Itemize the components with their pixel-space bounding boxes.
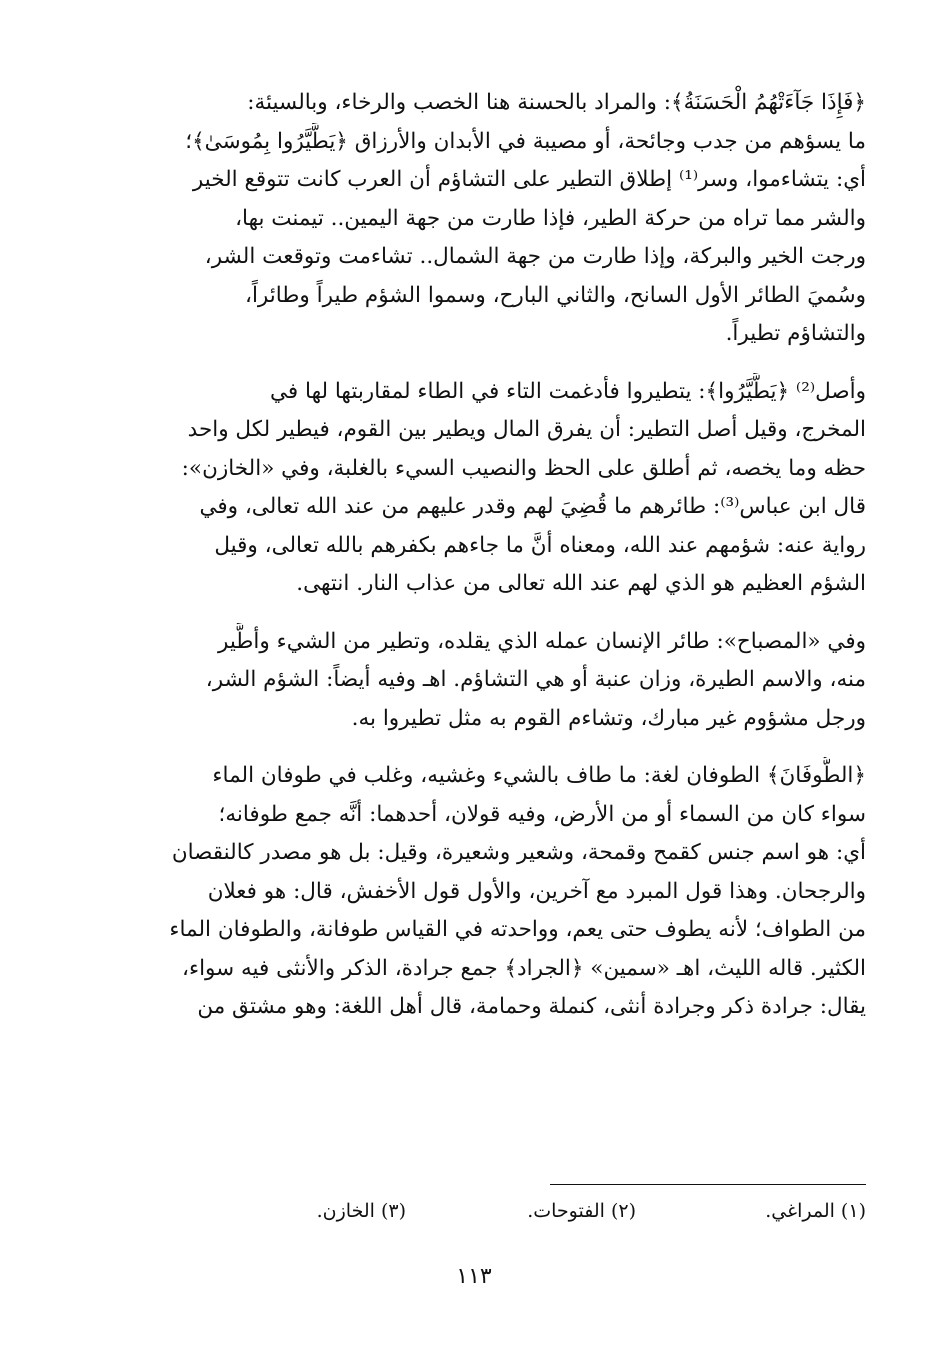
footnote-divider — [550, 1184, 866, 1185]
footnote-2: (٢) الفتوحات. — [527, 1200, 636, 1222]
footnotes — [92, 1196, 866, 1226]
text-line: والتشاؤم تطيراً. — [725, 321, 866, 346]
text-line: والرجحان. وهذا قول المبرد مع آخرين، والأول قول الأخفش، قال: هو فعلان — [207, 878, 866, 904]
text-line: حظه وما يخصه، ثم أطلق على الحظ والنصيب السيء بالغلبة، وفي «الخازن»: — [181, 455, 866, 481]
text-line: من الطواف؛ لأنه يطوف حتى يعم، وواحدته في القياس طوفانة، والطوفان الماء — [169, 917, 866, 942]
text-line: رواية عنه: شؤمهم عند الله، ومعناه أنَّ ما جاءهم بكفرهم بالله تعالى، وقيل — [214, 532, 866, 558]
text-line: سواء كان من السماء أو من الأرض، وفيه قولان، أحدهما: أنَّه جمع طوفانه؛ — [218, 801, 866, 827]
text-line: قال ابن عباس⁽³⁾: طائرهم ما قُضِيَ لهم وقدر عليهم من عند الله تعالى، وفي — [199, 494, 866, 519]
text-line: الشؤم العظيم هو الذي لهم عند الله تعالى من عذاب النار. انتهى. — [296, 571, 866, 596]
page-number: ١١٣ — [456, 1264, 492, 1289]
text-line: وفي «المصباح»: طائر الإنسان عمله الذي يقلده، وتطير من الشيء وأطَّير — [217, 628, 866, 654]
text-line: ﴿فَإِذَا جَآءَتْهُمُ الْحَسَنَةُ﴾: والمراد بالحسنة هنا الخصب والرخاء، وبالسيئة: — [247, 90, 866, 115]
footnote-1: (١) المراغي. — [765, 1200, 866, 1222]
paragraph-3 — [92, 623, 866, 739]
text-line: وسُميَ الطائر الأول السانح، والثاني البارح، وسموا الشؤم طيراً وطائراً، — [245, 282, 866, 308]
text-line: وأصل⁽²⁾ ﴿يَطَّيَّرُوا﴾: يتطيروا فأدغمت التاء في الطاء لمقاربتها لها في — [270, 378, 866, 404]
text-line: ورجت الخير والبركة، وإذا طارت من جهة الشمال.. تشاءمت وتوقعت الشر، — [204, 244, 866, 269]
text-line: أي: هو اسم جنس كقمح وقمحة، وشعير وشعيرة، وقيل: بل هو مصدر كالنقصان — [171, 840, 866, 865]
footnote-3: (٣) الخازن. — [316, 1200, 406, 1222]
text-line: ورجل مشؤوم غير مبارك، وتشاءم القوم به مثل تطيروا به. — [351, 705, 866, 731]
paragraph-2 — [92, 373, 866, 604]
main-text — [92, 84, 866, 1046]
text-line: أي: يتشاءموا، وسر⁽¹⁾ إطلاق التطير على التشاؤم أن العرب كانت تتوقع الخير — [192, 167, 866, 192]
text-line: ما يسؤهم من جدب وجائحة، أو مصيبة في الأبدان والأرزاق ﴿يَطَّيَّرُوا بِمُوسَىٰ﴾؛ — [185, 128, 866, 154]
text-line: يقال: جرادة ذكر وجرادة أنثى، كنملة وحمامة، قال أهل اللغة: وهو مشتق من — [197, 994, 866, 1019]
paragraph-1 — [92, 84, 866, 354]
text-line: المخرج، وقيل أصل التطير: أن يفرق المال ويطير بين القوم، فيطير لكل واحد — [187, 417, 866, 442]
paragraph-4 — [92, 757, 866, 1027]
text-line: الكثير. قاله الليث، اهـ «سمين» ﴿الجراد﴾ جمع جرادة، الذكر والأنثى فيه سواء، — [182, 955, 866, 981]
text-line: منه، والاسم الطيرة، وزان عنبة أو هي التشاؤم. اهـ وفيه أيضاً: الشؤم الشر، — [205, 667, 866, 692]
text-line: والشر مما تراه من حركة الطير، فإذا طارت من جهة اليمين.. تيمنت بها، — [235, 205, 866, 231]
text-line: ﴿الطُّوفَانَ﴾ الطوفان لغة: ما طاف بالشيء وغشيه، وغلب في طوفان الماء — [212, 763, 866, 788]
